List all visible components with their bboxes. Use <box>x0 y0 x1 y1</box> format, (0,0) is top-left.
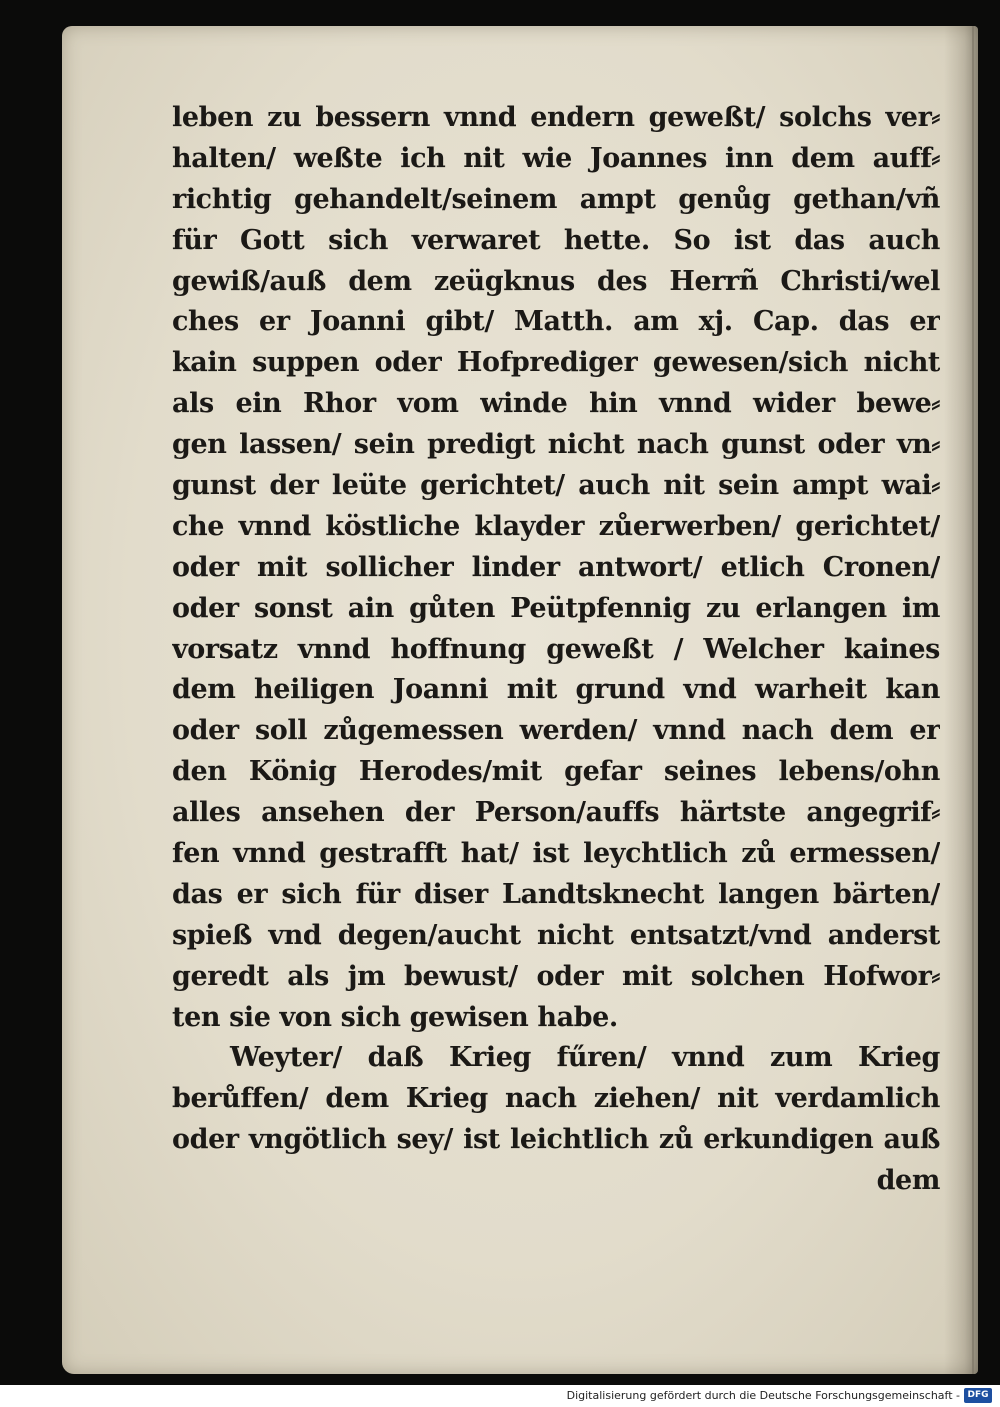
text-line: che vnnd köstliche klayder zůerwerben/ gerichtet/ <box>172 510 940 542</box>
text-line: für Gott sich verwaret hette. So ist das auch <box>172 224 940 256</box>
text-line: spieß vnd degen/aucht nicht entsatzt/vnd anderst <box>172 919 940 951</box>
text-line: dem heiligen Joanni mit grund vnd warheit kan <box>172 674 940 706</box>
page-fore-edge <box>972 26 974 1374</box>
text-line: oder sonst ain gůten Peütpfennig zu erlangen im <box>172 592 940 624</box>
text-line: vorsatz vnnd hoffnung geweßt / Welcher kaines <box>172 633 940 665</box>
text-line: oder mit sollicher linder antwort/ etlich Cronen/ <box>172 551 940 583</box>
paragraph-start-line: Weyter/ daß Krieg fűren/ vnnd zum Krieg <box>230 1042 940 1074</box>
text-line: den König Herodes/mit gefar seines lebens/ohn <box>172 756 940 788</box>
funding-credit: Digitalisierung gefördert durch die Deutsche Forschungsgemeinschaft - <box>566 1389 960 1402</box>
text-line: richtig gehandelt/seinem ampt genůg gethan/vñ <box>172 183 940 215</box>
text-line: alles ansehen der Person/auffs härtste angegrif⸗ <box>172 797 940 829</box>
text-line: oder soll zůgemessen werden/ vnnd nach dem er <box>172 715 940 747</box>
text-line: ches er Joanni gibt/ Matth. am xj. Cap. das er <box>172 306 940 338</box>
page-text <box>172 98 940 1202</box>
catchword: dem <box>876 1165 940 1197</box>
text-line: als ein Rhor vom winde hin vnnd wider bewe⸗ <box>172 388 940 420</box>
text-line: gen lassen/ sein predigt nicht nach gunst oder vn⸗ <box>172 429 940 461</box>
text-line: leben zu bessern vnnd endern geweßt/ solchs ver⸗ <box>172 102 940 133</box>
text-line: halten/ weßte ich nit wie Joannes inn dem auff⸗ <box>172 142 940 174</box>
text-line: gewiß/auß dem zeügknus des Herrñ Christi/wel <box>172 265 940 297</box>
paragraph-end-line: ten sie von sich gewisen habe. <box>172 1001 618 1033</box>
digitization-footer <box>0 1385 1000 1407</box>
text-line: kain suppen oder Hofprediger gewesen/sich nicht <box>172 347 940 379</box>
text-line: geredt als jm bewust/ oder mit solchen Hofwor⸗ <box>172 960 940 992</box>
text-line: das er sich für diser Landtsknecht langen bärten/ <box>172 878 940 910</box>
text-line: fen vnnd gestrafft hat/ ist leychtlich zů ermessen/ <box>172 838 940 870</box>
text-line: oder vngötlich sey/ ist leichtlich zů erkundigen auß <box>172 1124 940 1156</box>
text-line: berůffen/ dem Krieg nach ziehen/ nit verdamlich <box>172 1083 940 1115</box>
text-line: gunst der leüte gerichtet/ auch nit sein ampt wai⸗ <box>172 470 940 502</box>
dfg-logo: DFG <box>964 1388 992 1403</box>
